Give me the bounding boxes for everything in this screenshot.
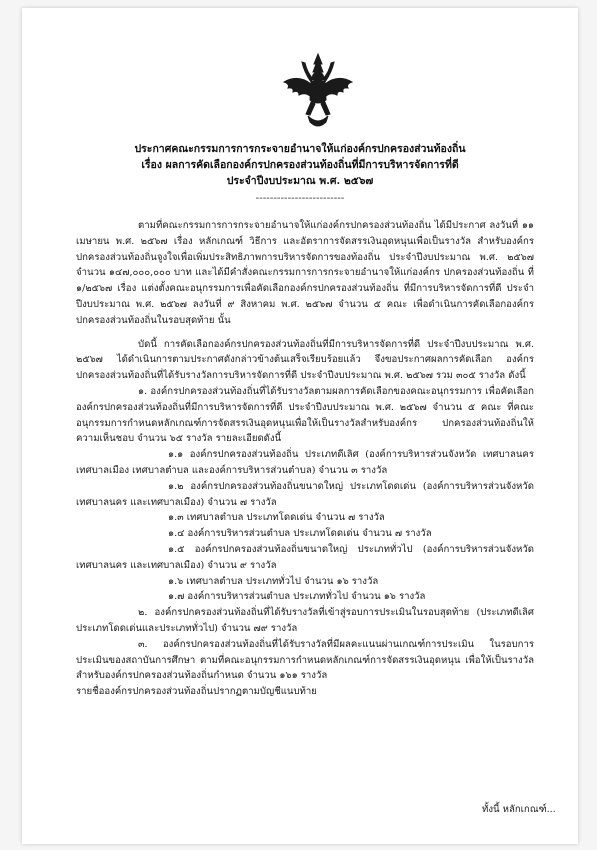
announcement-body [76, 218, 534, 700]
sub-item-1-2: ๑.๒ องค์กรปกครองส่วนท้องถิ่นขนาดใหญ่ ประเภทโดดเด่น (องค์การบริหารส่วนจังหวัด เทศบาลนคร และเทศบาลเมือง) จำนวน ๗ รางวัล [76, 480, 534, 508]
sub-item-1-7: ๑.๗ องค์การบริหารส่วนตำบล ประเภททั่วไป จำนวน ๑๖ รางวัล [168, 591, 426, 603]
garuda-emblem-icon [280, 52, 356, 132]
intro-paragraph: ตามที่คณะกรรมการการกระจายอำนาจให้แก่องค์กรปกครองส่วนท้องถิ่น ได้มีประกาศ ลงวันที่ ๑๑ เมษายน พ.ศ. ๒๕๖๗ เรื่อง หลักเกณฑ์ วิธีการ และอัตราการจัดสรรเงินอุดหนุนเพื่อเป็นรางวัล สำหรับองค์กรปกครองส่วนท้องถิ่นจูงใจเพื่อเพิ่มประสิทธิภาพการบริหารจัดการของท้องถิ่น ประจำปีงบประมาณ พ.ศ. ๒๕๖๗ จำนวน ๑๔๗,๐๐๐,๐๐๐ บาท และได้มีคำสั่งคณะกรรมการการกระจายอำนาจให้แก่องค์กร ปกครองส่วนท้องถิ่น ที่ ๑/๒๕๖๗ เรื่อง แต่งตั้งคณะอนุกรรมการเพื่อคัดเลือกองค์กรปกครองส่วนท้องถิ่น ที่มีการบริหารจัดการที่ดี ประจำปีงบประมาณ พ.ศ. ๒๕๖๗ ลงวันที่ ๙ สิงหาคม พ.ศ. ๒๕๖๗ จำนวน ๕ คณะ เพื่อดำเนินการคัดเลือกองค์กรปกครองส่วนท้องถิ่นในรอบสุดท้าย นั้น [76, 220, 534, 326]
announcement-subject: เรื่อง ผลการคัดเลือกองค์กรปกครองส่วนท้องถิ่นที่มีการบริหารจัดการที่ดี [141, 159, 459, 171]
item-1: ๑. องค์กรปกครองส่วนท้องถิ่นที่ได้รับรางวัลตามผลการคัดเลือกของคณะอนุกรรมการ เพื่อคัดเลือกองค์กรปกครองส่วนท้องถิ่นที่มีการบริหารจัดการที่ดี ประจำปีงบประมาณ พ.ศ. ๒๕๖๗ จำนวน ๕ คณะ ที่คณะอนุกรรมการกำหนดหลักเกณฑ์การจัดสรรเงินอุดหนุนเพื่อให้เป็นรางวัลสำหรับองค์กร ปกครองส่วนท้องถิ่นให้ความเห็นชอบ จำนวน ๖๕ รางวัล รายละเอียดดังนี้ [76, 385, 534, 445]
announcement-title: ประกาศคณะกรรมการการกระจายอำนาจให้แก่องค์กรปกครองส่วนท้องถิ่น [134, 143, 466, 155]
sub-item-1-4: ๑.๔ องค์การบริหารส่วนตำบล ประเภทโดดเด่น จำนวน ๗ รางวัล [168, 528, 432, 540]
sub-item-1-1: ๑.๑ องค์กรปกครองส่วนท้องถิ่น ประเภทดีเลิศ (องค์การบริหารส่วนจังหวัด เทศบาลนคร เทศบาลเมือง เทศบาลตำบล และองค์การบริหารส่วนตำบล) จำนวน ๓ รางวัล [76, 449, 534, 476]
item-3: ๓. องค์กรปกครองส่วนท้องถิ่นที่ได้รับรางวัลที่มีผลคะแนนผ่านเกณฑ์การประเมิน ในรอบการประเมินของสถาบันการศึกษา ตามที่คณะอนุกรรมการกำหนดหลักเกณฑ์การจัดสรรเงินอุดหนุน เพื่อให้เป็นรางวัลสำหรับองค์กรปกครองส่วนท้องถิ่นกำหนด จำนวน ๑๖๑ รางวัล [76, 638, 534, 682]
sub-item-1-3: ๑.๓ เทศบาลตำบล ประเภทโดดเด่น จำนวน ๗ รางวัล [168, 512, 385, 524]
result-paragraph: บัดนี้ การคัดเลือกองค์กรปกครองส่วนท้องถิ่นที่มีการบริหารจัดการที่ดี ประจำปีงบประมาณ พ.ศ. ๒๕๖๗ ได้ดำเนินการตามประกาศดังกล่าวข้างต้นเสร็จเรียบร้อยแล้ว จึงขอประกาศผลการคัดเลือก องค์กรปกครองส่วนท้องถิ่นที่ได้รับรางวัลการบริหารจัดการที่ดี ประจำปีงบประมาณ พ.ศ. ๒๕๖๗ รวม ๓๐๕ รางวัล ดังนี้ [76, 338, 534, 382]
announcement-header [22, 141, 578, 206]
announcement-fiscal-year: ประจำปีงบประมาณ พ.ศ. ๒๕๖๗ [226, 175, 374, 187]
continuation-text: ทั้งนี้ หลักเกณฑ์... [482, 804, 556, 815]
sub-item-1-5: ๑.๕ องค์กรปกครองส่วนท้องถิ่นขนาดใหญ่ ประเภททั่วไป (องค์การบริหารส่วนจังหวัด เทศบาลนคร และเทศบาลเมือง) จำนวน ๙ รางวัล [76, 543, 534, 571]
header-separator: ------------------------- [255, 192, 345, 204]
attachment-note: รายชื่อองค์กรปกครองส่วนท้องถิ่นปรากฏตามบัญชีแนบท้าย [76, 686, 317, 698]
sub-item-1-6: ๑.๖ เทศบาลตำบล ประเภททั่วไป จำนวน ๑๖ รางวัล [168, 575, 379, 587]
document-page [22, 8, 578, 844]
item-2: ๒. องค์กรปกครองส่วนท้องถิ่นที่ได้รับรางวัลที่เข้าสู่รอบการประเมินในรอบสุดท้าย (ประเภทดีเลิศ ประเภทโดดเด่นและประเภททั่วไป) จำนวน ๗๙ รางวัล [76, 607, 534, 634]
